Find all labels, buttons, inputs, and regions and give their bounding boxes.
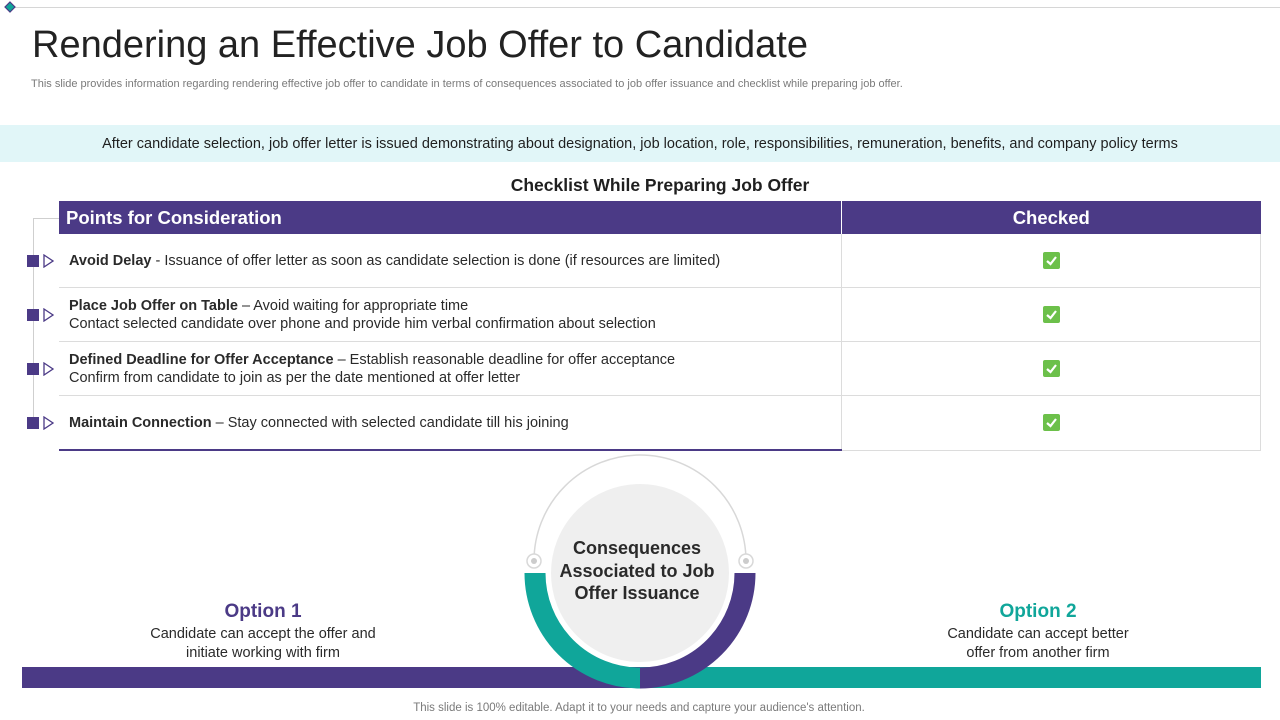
bracket-line [33, 218, 34, 426]
bracket-line-top [33, 218, 59, 219]
row-marker-square [27, 309, 39, 321]
row-marker [27, 254, 57, 268]
checked-cell [842, 342, 1261, 396]
triangle-right-icon [43, 416, 54, 430]
checklist-table [59, 201, 1261, 451]
point-title: Defined Deadline for Offer Acceptance [69, 351, 334, 368]
option1-description [113, 625, 413, 663]
point-text: – Establish reasonable deadline for offer acceptance [333, 351, 676, 368]
option2-line2: offer from another firm [966, 645, 1110, 661]
point-title: Maintain Connection [69, 414, 212, 431]
check-square-icon [1043, 360, 1060, 377]
slide-title: Rendering an Effective Job Offer to Candidate [32, 24, 808, 66]
point-text: - Issuance of offer letter as soon as candidate selection is done (if resources are limited) [151, 252, 721, 269]
point-title: Place Job Offer on Table [69, 297, 238, 314]
triangle-right-icon [43, 308, 54, 322]
point-text-line2: Confirm from candidate to join as per the date mentioned at offer letter [69, 369, 521, 386]
slide-subtitle: This slide provides information regarding rendering effective job offer to candidate in terms of consequences associated to job offer issuance and checklist while preparing job offer. [31, 78, 903, 90]
point-cell [59, 234, 842, 288]
row-marker [27, 362, 57, 376]
option1-line2: initiate working with firm [186, 645, 340, 661]
column-header-points: Points for Consideration [59, 201, 842, 234]
point-text-line2: Contact selected candidate over phone and provide him verbal confirmation about selection [69, 315, 656, 332]
row-marker [27, 308, 57, 322]
option1-line1: Candidate can accept the offer and [150, 626, 376, 642]
diamond-logo-icon [3, 1, 17, 13]
point-title: Avoid Delay [69, 252, 152, 269]
checked-cell [842, 396, 1261, 451]
point-text: – Stay connected with selected candidate till his joining [211, 414, 569, 431]
check-square-icon [1043, 252, 1060, 269]
table-header-row [59, 201, 1261, 234]
table-row [59, 396, 1261, 451]
checklist-title: Checklist While Preparing Job Offer [510, 175, 810, 195]
column-header-checked: Checked [842, 201, 1261, 234]
consequences-title: Consequences Associated to Job Offer Issuance [559, 538, 715, 603]
checked-cell [842, 288, 1261, 342]
option1-title: Option 1 [224, 601, 302, 622]
table-row [59, 288, 1261, 342]
triangle-right-icon [43, 254, 54, 268]
table-row [59, 342, 1261, 396]
point-text: – Avoid waiting for appropriate time [237, 297, 469, 314]
point-cell [59, 288, 842, 342]
option2-title: Option 2 [999, 601, 1077, 622]
point-cell [59, 342, 842, 396]
footer-note: This slide is 100% editable. Adapt it to your needs and capture your audience's attention. [413, 702, 865, 714]
check-square-icon [1043, 414, 1060, 431]
table-row [59, 234, 1261, 288]
check-square-icon [1043, 306, 1060, 323]
banner-text: After candidate selection, job offer letter is issued demonstrating about designation, job location, role, responsibilities, remuneration, benefits, and company policy terms [102, 135, 1178, 152]
row-marker-square [27, 255, 39, 267]
checked-cell [842, 234, 1261, 288]
info-banner [0, 125, 1280, 162]
point-cell [59, 396, 842, 451]
option2-line1: Candidate can accept better [947, 626, 1129, 642]
option2-description [888, 625, 1188, 663]
row-marker-square [27, 363, 39, 375]
row-marker-square [27, 417, 39, 429]
top-divider-line [10, 7, 1280, 8]
row-marker [27, 416, 57, 430]
triangle-right-icon [43, 362, 54, 376]
